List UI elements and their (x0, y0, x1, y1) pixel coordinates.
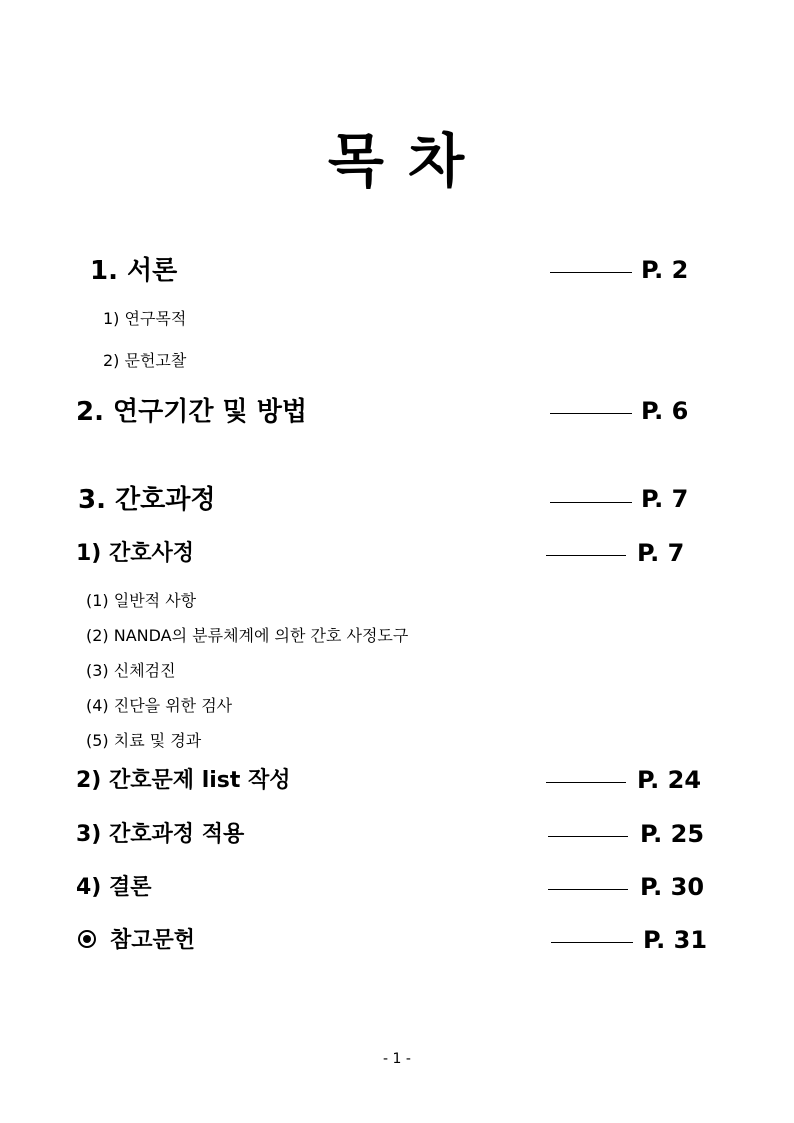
toc-entry-intro: 1. 서론 (90, 256, 178, 286)
toc-leader (548, 836, 628, 837)
toc-entry-process-application: 3) 간호과정 적용 (76, 822, 245, 847)
toc-subentry-general: (1) 일반적 사항 (86, 591, 197, 610)
toc-leader (546, 555, 626, 556)
toc-subentry-nanda: (2) NANDA의 분류체계에 의한 간호 사정도구 (86, 626, 409, 645)
toc-leader (550, 272, 632, 273)
toc-entry-period-method: 2. 연구기간 및 방법 (76, 397, 307, 427)
toc-page-number: P. 25 (640, 820, 705, 848)
toc-leader (551, 942, 633, 943)
toc-subentry-purpose: 1) 연구목적 (103, 309, 187, 328)
toc-subentry-physical-exam: (3) 신체검진 (86, 661, 176, 680)
toc-page-number: P. 6 (641, 397, 689, 425)
toc-page-number: P. 2 (641, 256, 689, 284)
toc-page-number: P. 7 (637, 539, 685, 567)
toc-page-number: P. 31 (643, 926, 708, 954)
toc-entry-assessment: 1) 간호사정 (76, 541, 195, 566)
toc-subentry-treatment: (5) 치료 및 경과 (86, 731, 202, 750)
toc-page-number: P. 30 (640, 873, 705, 901)
toc-page-number: P. 24 (637, 766, 702, 794)
page-title: 목 차 (327, 127, 467, 195)
toc-entry-problem-list: 2) 간호문제 list 작성 (76, 768, 291, 793)
page-footer: - 1 - (383, 1051, 411, 1067)
toc-entry-conclusion: 4) 결론 (76, 875, 152, 900)
toc-entry-nursing-process: 3. 간호과정 (78, 485, 216, 515)
toc-leader (550, 413, 632, 414)
toc-leader (550, 502, 632, 503)
bullet-icon (78, 930, 96, 948)
toc-page-number: P. 7 (641, 485, 689, 513)
toc-entry-references-label: 참고문헌 (110, 928, 196, 953)
toc-leader (548, 889, 628, 890)
toc-subentry-literature: 2) 문헌고찰 (103, 351, 187, 370)
toc-subentry-diagnostic-tests: (4) 진단을 위한 검사 (86, 696, 233, 715)
toc-entry-references (78, 930, 195, 952)
toc-leader (546, 782, 626, 783)
